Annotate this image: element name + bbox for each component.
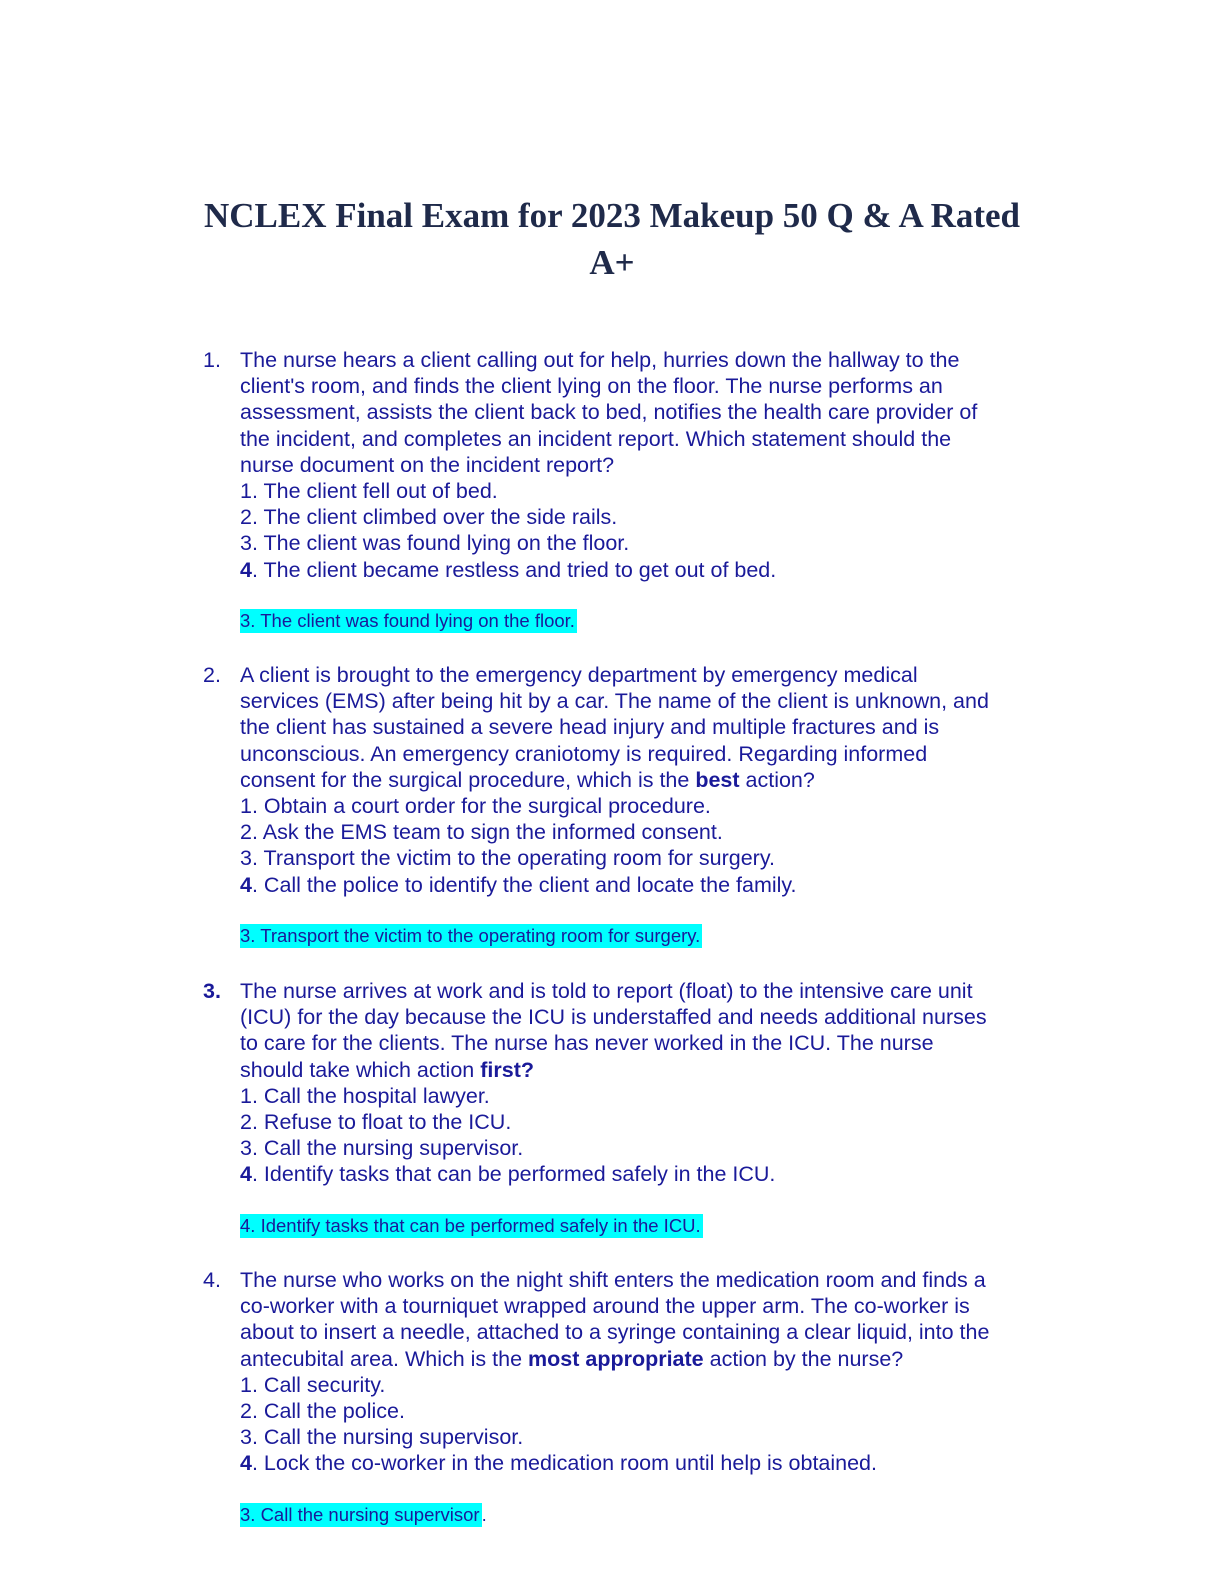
- stem-line: the incident, and completes an incident report. Which statement should the: [240, 426, 952, 451]
- stem-line: (ICU) for the day because the ICU is understaffed and needs additional nurses: [240, 1005, 987, 1030]
- option: 2. Call the police.: [240, 1399, 405, 1424]
- question-number: 2.: [203, 663, 221, 687]
- question-body: [240, 978, 1040, 1238]
- option: 1. Call the hospital lawyer.: [240, 1083, 490, 1108]
- title-line-1: NCLEX Final Exam for 2023 Makeup 50 Q & A Rated: [203, 196, 1021, 235]
- title-line-2: A+: [589, 243, 635, 282]
- question-number: 3.: [203, 979, 221, 1003]
- stem-line: to care for the clients. The nurse has never worked in the ICU. The nurse: [240, 1031, 934, 1056]
- option: 2. Ask the EMS team to sign the informed consent.: [240, 820, 723, 845]
- question-body: [240, 1267, 1040, 1528]
- stem-line: antecubital area. Which is the most appropriate action by the nurse?: [240, 1346, 904, 1371]
- stem-line: The nurse who works on the night shift enters the medication room and finds a: [240, 1268, 986, 1292]
- option: 1. Obtain a court order for the surgical procedure.: [240, 794, 711, 819]
- stem-line: the client has sustained a severe head injury and multiple fractures and is: [240, 715, 940, 740]
- stem-line: about to insert a needle, attached to a syringe containing a clear liquid, into the: [240, 1320, 990, 1345]
- document-title: [150, 192, 1074, 286]
- question-body: [240, 347, 1040, 633]
- highlighted-answer: 3. The client was found lying on the floor.: [240, 609, 575, 631]
- option: 4. Call the police to identify the client and locate the family.: [240, 872, 797, 897]
- stem-line: services (EMS) after being hit by a car. The name of the client is unknown, and: [240, 689, 989, 714]
- emphasis: best: [695, 767, 740, 792]
- stem-line: nurse document on the incident report?: [240, 452, 615, 477]
- stem-line: should take which action first?: [240, 1057, 534, 1082]
- stem-line: assessment, assists the client back to bed, notifies the health care provider of: [240, 400, 978, 425]
- stem-line: A client is brought to the emergency department by emergency medical: [240, 663, 918, 687]
- option: 1. The client fell out of bed.: [240, 479, 498, 504]
- question-number: 4.: [203, 1268, 221, 1292]
- option: 3. Transport the victim to the operating room for surgery.: [240, 846, 775, 871]
- option: 4. The client became restless and tried to get out of bed.: [240, 557, 777, 582]
- emphasis: first?: [480, 1057, 534, 1082]
- stem-line: consent for the surgical procedure, which is the best action?: [240, 767, 815, 792]
- question-number: 1.: [203, 348, 221, 372]
- option: 4. Identify tasks that can be performed safely in the ICU.: [240, 1162, 776, 1187]
- option: 3. Call the nursing supervisor.: [240, 1425, 524, 1450]
- stem-line: The nurse hears a client calling out for help, hurries down the hallway to the: [240, 348, 960, 372]
- option: 2. The client climbed over the side rails.: [240, 505, 618, 530]
- option: 4. Lock the co-worker in the medication room until help is obtained.: [240, 1451, 877, 1476]
- emphasis: most appropriate: [528, 1346, 704, 1371]
- highlighted-answer: 3. Call the nursing supervisor: [240, 1503, 480, 1525]
- option: 2. Refuse to float to the ICU.: [240, 1110, 512, 1135]
- stem-line: unconscious. An emergency craniotomy is required. Regarding informed: [240, 741, 928, 766]
- highlighted-answer: 3. Transport the victim to the operating room for surgery.: [240, 924, 701, 946]
- option: 3. Call the nursing supervisor.: [240, 1136, 524, 1161]
- question-body: [240, 662, 1040, 948]
- stem-line: client's room, and finds the client lying on the floor. The nurse performs an: [240, 374, 943, 399]
- stem-line: The nurse arrives at work and is told to report (float) to the intensive care unit: [240, 979, 973, 1003]
- answer-trailing-period: .: [481, 1503, 487, 1525]
- option: 1. Call security.: [240, 1372, 386, 1397]
- option: 3. The client was found lying on the floor.: [240, 531, 630, 556]
- stem-line: co-worker with a tourniquet wrapped around the upper arm. The co-worker is: [240, 1294, 970, 1319]
- highlighted-answer: 4. Identify tasks that can be performed safely in the ICU.: [240, 1214, 701, 1236]
